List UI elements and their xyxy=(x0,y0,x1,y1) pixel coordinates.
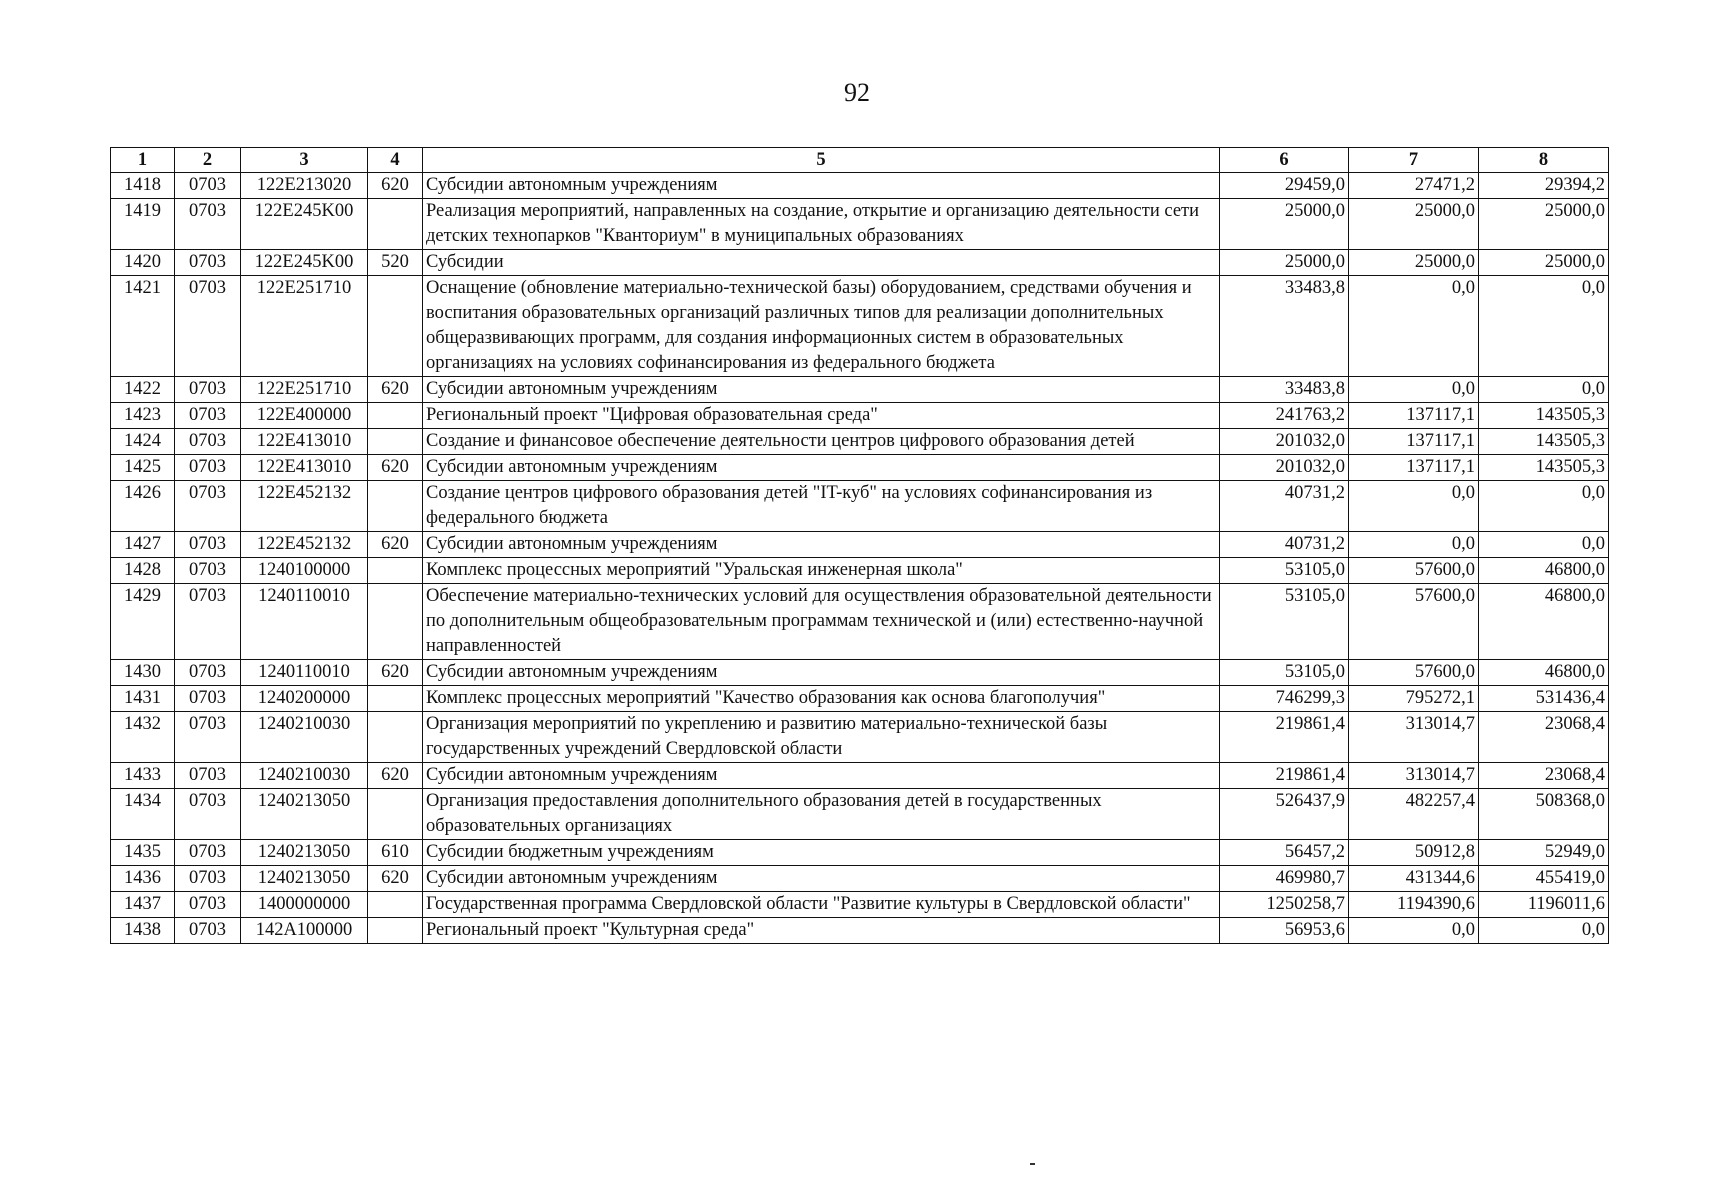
row-number-cell: 1419 xyxy=(111,199,175,250)
scan-mark xyxy=(1030,1163,1035,1165)
description-cell: Обеспечение материально-технических условий для осуществления образовательной деятельности по дополнительным общеобразовательным программам технической и (или) естественно-научной направленностей xyxy=(423,584,1220,660)
section-code-cell: 0703 xyxy=(175,686,241,712)
expense-type-cell: 610 xyxy=(368,840,423,866)
amount-col6-cell: 56953,6 xyxy=(1220,918,1349,944)
target-article-cell: 1240210030 xyxy=(241,712,368,763)
amount-col8-cell: 0,0 xyxy=(1479,532,1609,558)
amount-col6-cell: 219861,4 xyxy=(1220,712,1349,763)
amount-col7-cell: 0,0 xyxy=(1349,276,1479,377)
amount-col8-cell: 455419,0 xyxy=(1479,866,1609,892)
expense-type-cell xyxy=(368,686,423,712)
description-cell: Субсидии автономным учреждениям xyxy=(423,455,1220,481)
amount-col6-cell: 40731,2 xyxy=(1220,481,1349,532)
table-row xyxy=(111,840,1609,866)
expense-type-cell xyxy=(368,789,423,840)
section-code-cell: 0703 xyxy=(175,584,241,660)
amount-col8-cell: 531436,4 xyxy=(1479,686,1609,712)
table-row xyxy=(111,918,1609,944)
amount-col7-cell: 1194390,6 xyxy=(1349,892,1479,918)
description-cell: Создание центров цифрового образования детей "IT-куб" на условиях софинансирования из федерального бюджета xyxy=(423,481,1220,532)
expense-type-cell xyxy=(368,481,423,532)
section-code-cell: 0703 xyxy=(175,660,241,686)
expense-type-cell xyxy=(368,712,423,763)
section-code-cell: 0703 xyxy=(175,558,241,584)
description-cell: Региональный проект "Культурная среда" xyxy=(423,918,1220,944)
amount-col8-cell: 143505,3 xyxy=(1479,403,1609,429)
expense-type-cell: 620 xyxy=(368,660,423,686)
section-code-cell: 0703 xyxy=(175,429,241,455)
description-cell: Региональный проект "Цифровая образовательная среда" xyxy=(423,403,1220,429)
amount-col7-cell: 25000,0 xyxy=(1349,199,1479,250)
amount-col6-cell: 746299,3 xyxy=(1220,686,1349,712)
amount-col7-cell: 313014,7 xyxy=(1349,763,1479,789)
expense-type-cell xyxy=(368,558,423,584)
amount-col7-cell: 482257,4 xyxy=(1349,789,1479,840)
amount-col7-cell: 57600,0 xyxy=(1349,584,1479,660)
expense-type-cell xyxy=(368,276,423,377)
target-article-cell: 1240213050 xyxy=(241,840,368,866)
table-body xyxy=(111,173,1609,944)
table-row xyxy=(111,481,1609,532)
table-row xyxy=(111,789,1609,840)
expense-type-cell xyxy=(368,429,423,455)
section-code-cell: 0703 xyxy=(175,481,241,532)
amount-col6-cell: 33483,8 xyxy=(1220,377,1349,403)
row-number-cell: 1420 xyxy=(111,250,175,276)
target-article-cell: 1240200000 xyxy=(241,686,368,712)
expense-type-cell xyxy=(368,918,423,944)
amount-col6-cell: 219861,4 xyxy=(1220,763,1349,789)
amount-col8-cell: 23068,4 xyxy=(1479,763,1609,789)
row-number-cell: 1434 xyxy=(111,789,175,840)
row-number-cell: 1423 xyxy=(111,403,175,429)
amount-col7-cell: 137117,1 xyxy=(1349,403,1479,429)
description-cell: Комплекс процессных мероприятий "Качество образования как основа благополучия" xyxy=(423,686,1220,712)
section-code-cell: 0703 xyxy=(175,455,241,481)
amount-col8-cell: 0,0 xyxy=(1479,918,1609,944)
amount-col7-cell: 137117,1 xyxy=(1349,429,1479,455)
amount-col8-cell: 25000,0 xyxy=(1479,250,1609,276)
column-header: 4 xyxy=(368,148,423,173)
target-article-cell: 122E213020 xyxy=(241,173,368,199)
amount-col7-cell: 431344,6 xyxy=(1349,866,1479,892)
target-article-cell: 1240110010 xyxy=(241,660,368,686)
row-number-cell: 1424 xyxy=(111,429,175,455)
section-code-cell: 0703 xyxy=(175,866,241,892)
target-article-cell: 122E245K00 xyxy=(241,199,368,250)
target-article-cell: 122E245K00 xyxy=(241,250,368,276)
row-number-cell: 1428 xyxy=(111,558,175,584)
amount-col7-cell: 57600,0 xyxy=(1349,660,1479,686)
column-header: 8 xyxy=(1479,148,1609,173)
section-code-cell: 0703 xyxy=(175,377,241,403)
row-number-cell: 1429 xyxy=(111,584,175,660)
target-article-cell: 122E452132 xyxy=(241,532,368,558)
amount-col8-cell: 143505,3 xyxy=(1479,429,1609,455)
amount-col8-cell: 23068,4 xyxy=(1479,712,1609,763)
section-code-cell: 0703 xyxy=(175,199,241,250)
amount-col8-cell: 143505,3 xyxy=(1479,455,1609,481)
description-cell: Субсидии автономным учреждениям xyxy=(423,660,1220,686)
section-code-cell: 0703 xyxy=(175,712,241,763)
section-code-cell: 0703 xyxy=(175,840,241,866)
row-number-cell: 1427 xyxy=(111,532,175,558)
description-cell: Оснащение (обновление материально-технической базы) оборудованием, средствами обучения и воспитания образовательных организаций различных типов для реализации дополнительных общеразвивающих программ, для создания информационных систем в образовательных организациях на условиях софинансирования из федерального бюджета xyxy=(423,276,1220,377)
amount-col8-cell: 1196011,6 xyxy=(1479,892,1609,918)
row-number-cell: 1430 xyxy=(111,660,175,686)
amount-col8-cell: 0,0 xyxy=(1479,276,1609,377)
expense-type-cell xyxy=(368,199,423,250)
target-article-cell: 122E413010 xyxy=(241,455,368,481)
expense-type-cell xyxy=(368,892,423,918)
target-article-cell: 122E413010 xyxy=(241,429,368,455)
column-header: 5 xyxy=(423,148,1220,173)
expense-type-cell: 620 xyxy=(368,377,423,403)
expense-type-cell: 620 xyxy=(368,455,423,481)
description-cell: Субсидии автономным учреждениям xyxy=(423,377,1220,403)
amount-col6-cell: 40731,2 xyxy=(1220,532,1349,558)
row-number-cell: 1425 xyxy=(111,455,175,481)
amount-col6-cell: 53105,0 xyxy=(1220,558,1349,584)
amount-col6-cell: 469980,7 xyxy=(1220,866,1349,892)
amount-col7-cell: 0,0 xyxy=(1349,532,1479,558)
amount-col6-cell: 53105,0 xyxy=(1220,584,1349,660)
table-header-row xyxy=(111,148,1609,173)
amount-col7-cell: 50912,8 xyxy=(1349,840,1479,866)
target-article-cell: 1240213050 xyxy=(241,789,368,840)
amount-col8-cell: 46800,0 xyxy=(1479,660,1609,686)
section-code-cell: 0703 xyxy=(175,763,241,789)
description-cell: Комплекс процессных мероприятий "Уральская инженерная школа" xyxy=(423,558,1220,584)
row-number-cell: 1418 xyxy=(111,173,175,199)
section-code-cell: 0703 xyxy=(175,276,241,377)
table-row xyxy=(111,429,1609,455)
expense-type-cell: 620 xyxy=(368,532,423,558)
amount-col7-cell: 0,0 xyxy=(1349,481,1479,532)
amount-col8-cell: 25000,0 xyxy=(1479,199,1609,250)
description-cell: Субсидии автономным учреждениям xyxy=(423,866,1220,892)
amount-col8-cell: 46800,0 xyxy=(1479,584,1609,660)
row-number-cell: 1438 xyxy=(111,918,175,944)
row-number-cell: 1431 xyxy=(111,686,175,712)
target-article-cell: 122E251710 xyxy=(241,377,368,403)
table-row xyxy=(111,276,1609,377)
amount-col7-cell: 313014,7 xyxy=(1349,712,1479,763)
row-number-cell: 1422 xyxy=(111,377,175,403)
amount-col7-cell: 25000,0 xyxy=(1349,250,1479,276)
table-row xyxy=(111,532,1609,558)
description-cell: Субсидии автономным учреждениям xyxy=(423,173,1220,199)
target-article-cell: 142A100000 xyxy=(241,918,368,944)
budget-table xyxy=(110,147,1609,944)
description-cell: Субсидии xyxy=(423,250,1220,276)
expense-type-cell: 620 xyxy=(368,866,423,892)
section-code-cell: 0703 xyxy=(175,250,241,276)
table-row xyxy=(111,763,1609,789)
expense-type-cell xyxy=(368,584,423,660)
section-code-cell: 0703 xyxy=(175,918,241,944)
table-row xyxy=(111,403,1609,429)
amount-col6-cell: 526437,9 xyxy=(1220,789,1349,840)
amount-col7-cell: 27471,2 xyxy=(1349,173,1479,199)
description-cell: Реализация мероприятий, направленных на создание, открытие и организацию деятельности сети детских технопарков "Кванториум" в муниципальных образованиях xyxy=(423,199,1220,250)
target-article-cell: 1240213050 xyxy=(241,866,368,892)
amount-col6-cell: 53105,0 xyxy=(1220,660,1349,686)
row-number-cell: 1426 xyxy=(111,481,175,532)
table-row xyxy=(111,455,1609,481)
row-number-cell: 1433 xyxy=(111,763,175,789)
amount-col6-cell: 33483,8 xyxy=(1220,276,1349,377)
row-number-cell: 1435 xyxy=(111,840,175,866)
section-code-cell: 0703 xyxy=(175,789,241,840)
amount-col6-cell: 56457,2 xyxy=(1220,840,1349,866)
amount-col7-cell: 137117,1 xyxy=(1349,455,1479,481)
column-header: 6 xyxy=(1220,148,1349,173)
expense-type-cell: 520 xyxy=(368,250,423,276)
amount-col8-cell: 52949,0 xyxy=(1479,840,1609,866)
amount-col6-cell: 1250258,7 xyxy=(1220,892,1349,918)
amount-col8-cell: 508368,0 xyxy=(1479,789,1609,840)
table-row xyxy=(111,377,1609,403)
amount-col7-cell: 795272,1 xyxy=(1349,686,1479,712)
amount-col8-cell: 0,0 xyxy=(1479,377,1609,403)
section-code-cell: 0703 xyxy=(175,532,241,558)
expense-type-cell: 620 xyxy=(368,763,423,789)
target-article-cell: 1400000000 xyxy=(241,892,368,918)
table-row xyxy=(111,686,1609,712)
expense-type-cell xyxy=(368,403,423,429)
amount-col6-cell: 25000,0 xyxy=(1220,250,1349,276)
section-code-cell: 0703 xyxy=(175,892,241,918)
table-row xyxy=(111,712,1609,763)
target-article-cell: 122E452132 xyxy=(241,481,368,532)
row-number-cell: 1421 xyxy=(111,276,175,377)
target-article-cell: 122E251710 xyxy=(241,276,368,377)
column-header: 7 xyxy=(1349,148,1479,173)
table-row xyxy=(111,558,1609,584)
table-row xyxy=(111,866,1609,892)
amount-col6-cell: 201032,0 xyxy=(1220,429,1349,455)
amount-col7-cell: 0,0 xyxy=(1349,918,1479,944)
table-row xyxy=(111,199,1609,250)
description-cell: Организация предоставления дополнительного образования детей в государственных образовательных организациях xyxy=(423,789,1220,840)
amount-col7-cell: 0,0 xyxy=(1349,377,1479,403)
description-cell: Государственная программа Свердловской области "Развитие культуры в Свердловской области" xyxy=(423,892,1220,918)
page-number: 92 xyxy=(844,78,870,107)
amount-col6-cell: 25000,0 xyxy=(1220,199,1349,250)
amount-col7-cell: 57600,0 xyxy=(1349,558,1479,584)
table-row xyxy=(111,892,1609,918)
description-cell: Организация мероприятий по укреплению и развитию материально-технической базы государственных учреждений Свердловской области xyxy=(423,712,1220,763)
target-article-cell: 1240110010 xyxy=(241,584,368,660)
table-row xyxy=(111,173,1609,199)
amount-col6-cell: 241763,2 xyxy=(1220,403,1349,429)
amount-col8-cell: 29394,2 xyxy=(1479,173,1609,199)
description-cell: Субсидии автономным учреждениям xyxy=(423,532,1220,558)
table-row xyxy=(111,660,1609,686)
row-number-cell: 1437 xyxy=(111,892,175,918)
target-article-cell: 1240100000 xyxy=(241,558,368,584)
row-number-cell: 1432 xyxy=(111,712,175,763)
amount-col8-cell: 46800,0 xyxy=(1479,558,1609,584)
column-header: 3 xyxy=(241,148,368,173)
description-cell: Субсидии бюджетным учреждениям xyxy=(423,840,1220,866)
column-header: 2 xyxy=(175,148,241,173)
amount-col6-cell: 201032,0 xyxy=(1220,455,1349,481)
section-code-cell: 0703 xyxy=(175,403,241,429)
description-cell: Субсидии автономным учреждениям xyxy=(423,763,1220,789)
section-code-cell: 0703 xyxy=(175,173,241,199)
amount-col8-cell: 0,0 xyxy=(1479,481,1609,532)
target-article-cell: 122E400000 xyxy=(241,403,368,429)
table-row xyxy=(111,584,1609,660)
description-cell: Создание и финансовое обеспечение деятельности центров цифрового образования детей xyxy=(423,429,1220,455)
row-number-cell: 1436 xyxy=(111,866,175,892)
amount-col6-cell: 29459,0 xyxy=(1220,173,1349,199)
table-row xyxy=(111,250,1609,276)
target-article-cell: 1240210030 xyxy=(241,763,368,789)
expense-type-cell: 620 xyxy=(368,173,423,199)
column-header: 1 xyxy=(111,148,175,173)
